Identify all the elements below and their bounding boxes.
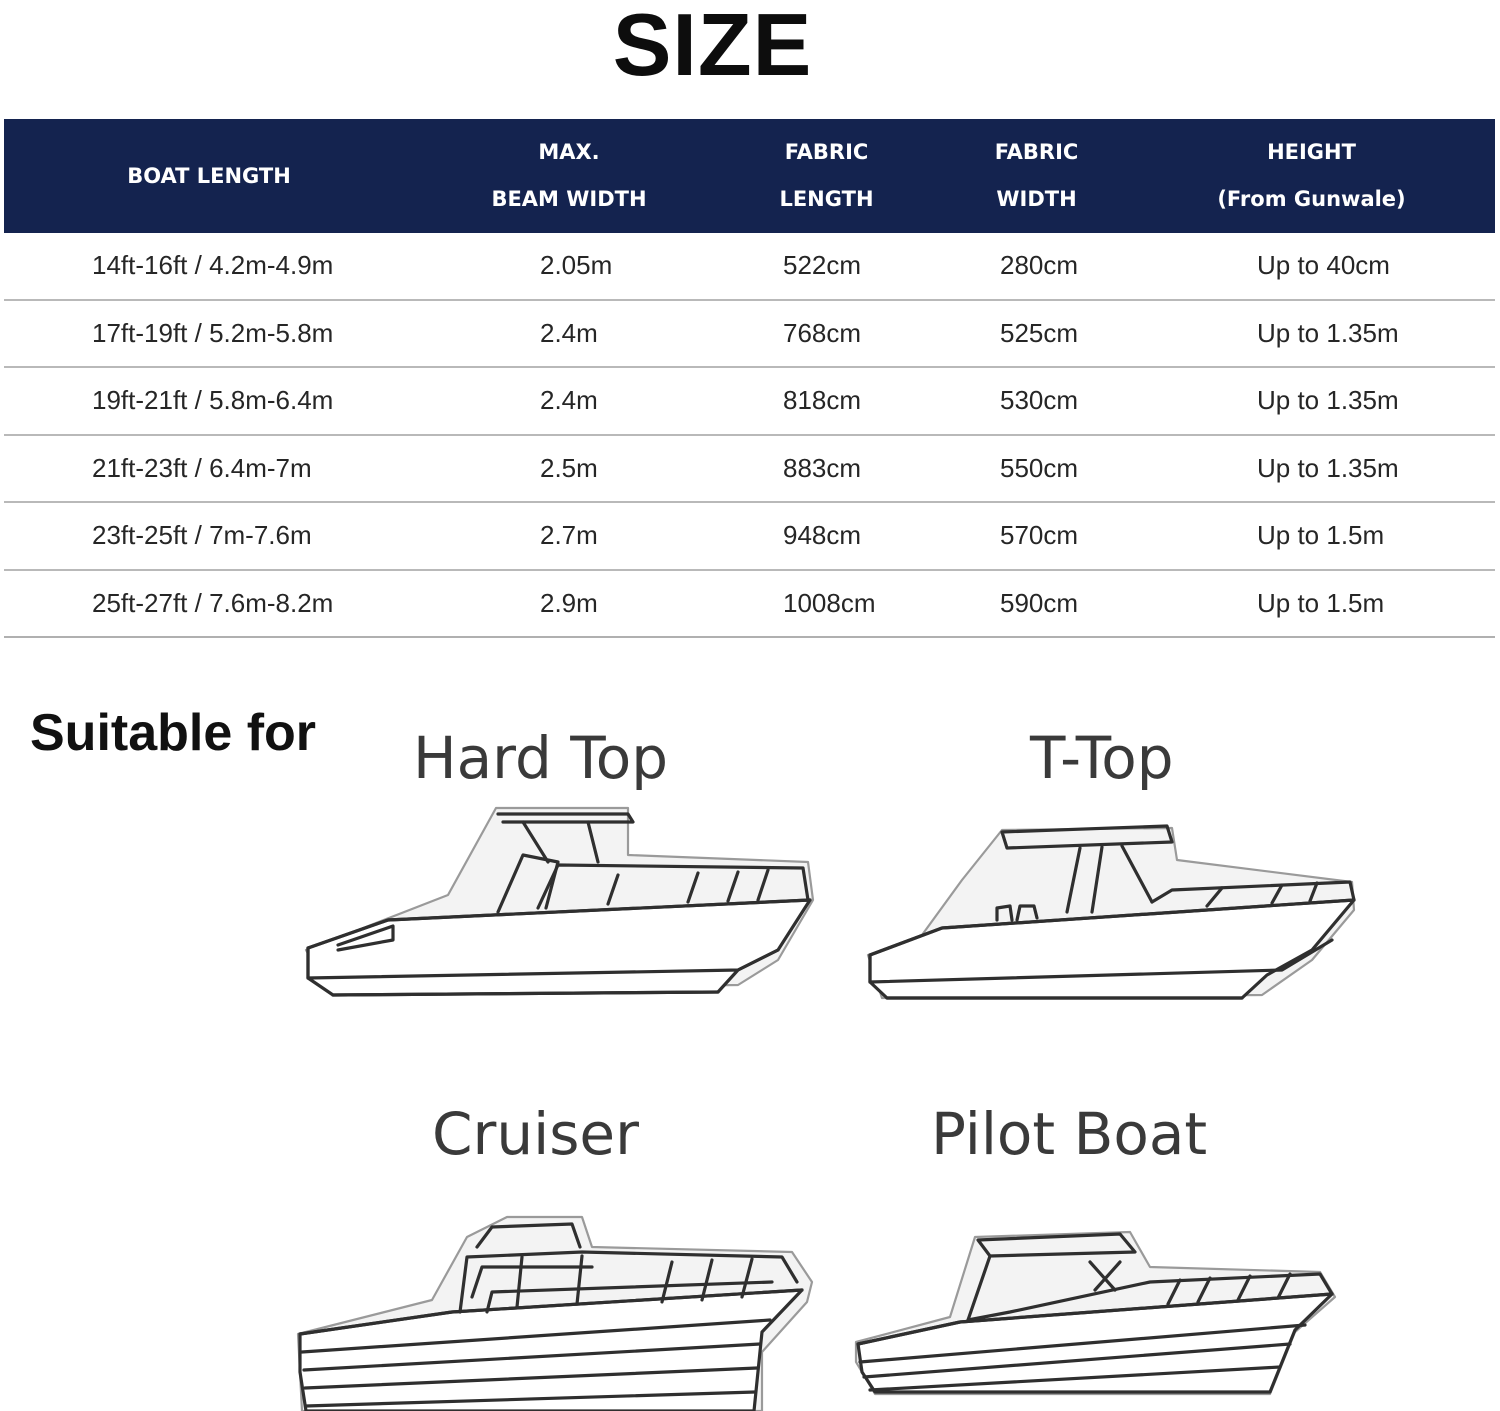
cell-height: Up to 1.5m <box>1257 587 1385 618</box>
cell-fabric-length: 883cm <box>783 452 862 483</box>
boat-label-cruiser: Cruiser <box>432 1100 639 1168</box>
boat-label-t-top: T-Top <box>1030 724 1174 792</box>
cell-boat-length: 25ft-27ft / 7.6m-8.2m <box>92 587 334 618</box>
cruiser-boat-icon <box>292 1212 822 1411</box>
cell-fabric-length: 1008cm <box>783 587 876 618</box>
table-header <box>4 119 1495 233</box>
cell-beam-width: 2.4m <box>540 385 598 416</box>
cell-fabric-width: 590cm <box>1000 587 1079 618</box>
cell-boat-length: 19ft-21ft / 5.8m-6.4m <box>92 385 334 416</box>
cell-fabric-length: 522cm <box>783 250 862 281</box>
table-row <box>4 436 1495 504</box>
cell-fabric-width: 525cm <box>1000 317 1079 348</box>
boat-label-hard-top: Hard Top <box>413 724 669 792</box>
cell-beam-width: 2.4m <box>540 317 598 348</box>
cell-boat-length: 21ft-23ft / 6.4m-7m <box>92 452 312 483</box>
cell-beam-width: 2.9m <box>540 587 598 618</box>
table-row <box>4 233 1495 301</box>
t-top-boat-icon <box>862 820 1362 1005</box>
suitable-for-heading: Suitable for <box>30 704 317 762</box>
cell-fabric-width: 530cm <box>1000 385 1079 416</box>
table-row <box>4 503 1495 571</box>
cell-fabric-length: 768cm <box>783 317 862 348</box>
cell-fabric-width: 550cm <box>1000 452 1079 483</box>
cell-fabric-width: 570cm <box>1000 520 1079 551</box>
cell-beam-width: 2.7m <box>540 520 598 551</box>
pilot-boat-icon <box>850 1222 1340 1402</box>
page-title: SIZE <box>612 0 813 94</box>
cell-fabric-length: 948cm <box>783 520 862 551</box>
cell-height: Up to 40cm <box>1257 250 1390 281</box>
cell-beam-width: 2.5m <box>540 452 598 483</box>
cell-boat-length: 17ft-19ft / 5.2m-5.8m <box>92 317 334 348</box>
cell-height: Up to 1.35m <box>1257 385 1399 416</box>
header-fabric-width: FABRIC WIDTH <box>994 140 1079 211</box>
header-height: HEIGHT (From Gunwale) <box>1217 140 1406 211</box>
header-fabric-length: FABRIC LENGTH <box>779 140 874 211</box>
table-row <box>4 368 1495 436</box>
table-row <box>4 301 1495 369</box>
cell-fabric-width: 280cm <box>1000 250 1079 281</box>
cell-boat-length: 23ft-25ft / 7m-7.6m <box>92 520 312 551</box>
cell-boat-length: 14ft-16ft / 4.2m-4.9m <box>92 250 334 281</box>
cell-height: Up to 1.35m <box>1257 452 1399 483</box>
table-body <box>4 233 1495 638</box>
header-boat-length: BOAT LENGTH <box>127 163 291 188</box>
cell-height: Up to 1.35m <box>1257 317 1399 348</box>
hard-top-boat-icon <box>298 800 818 1000</box>
boat-label-pilot-boat: Pilot Boat <box>931 1100 1208 1168</box>
table-row <box>4 571 1495 639</box>
cell-height: Up to 1.5m <box>1257 520 1385 551</box>
cell-beam-width: 2.05m <box>540 250 613 281</box>
header-max-beam-width: MAX. BEAM WIDTH <box>491 140 647 211</box>
size-table <box>4 119 1495 638</box>
cell-fabric-length: 818cm <box>783 385 862 416</box>
